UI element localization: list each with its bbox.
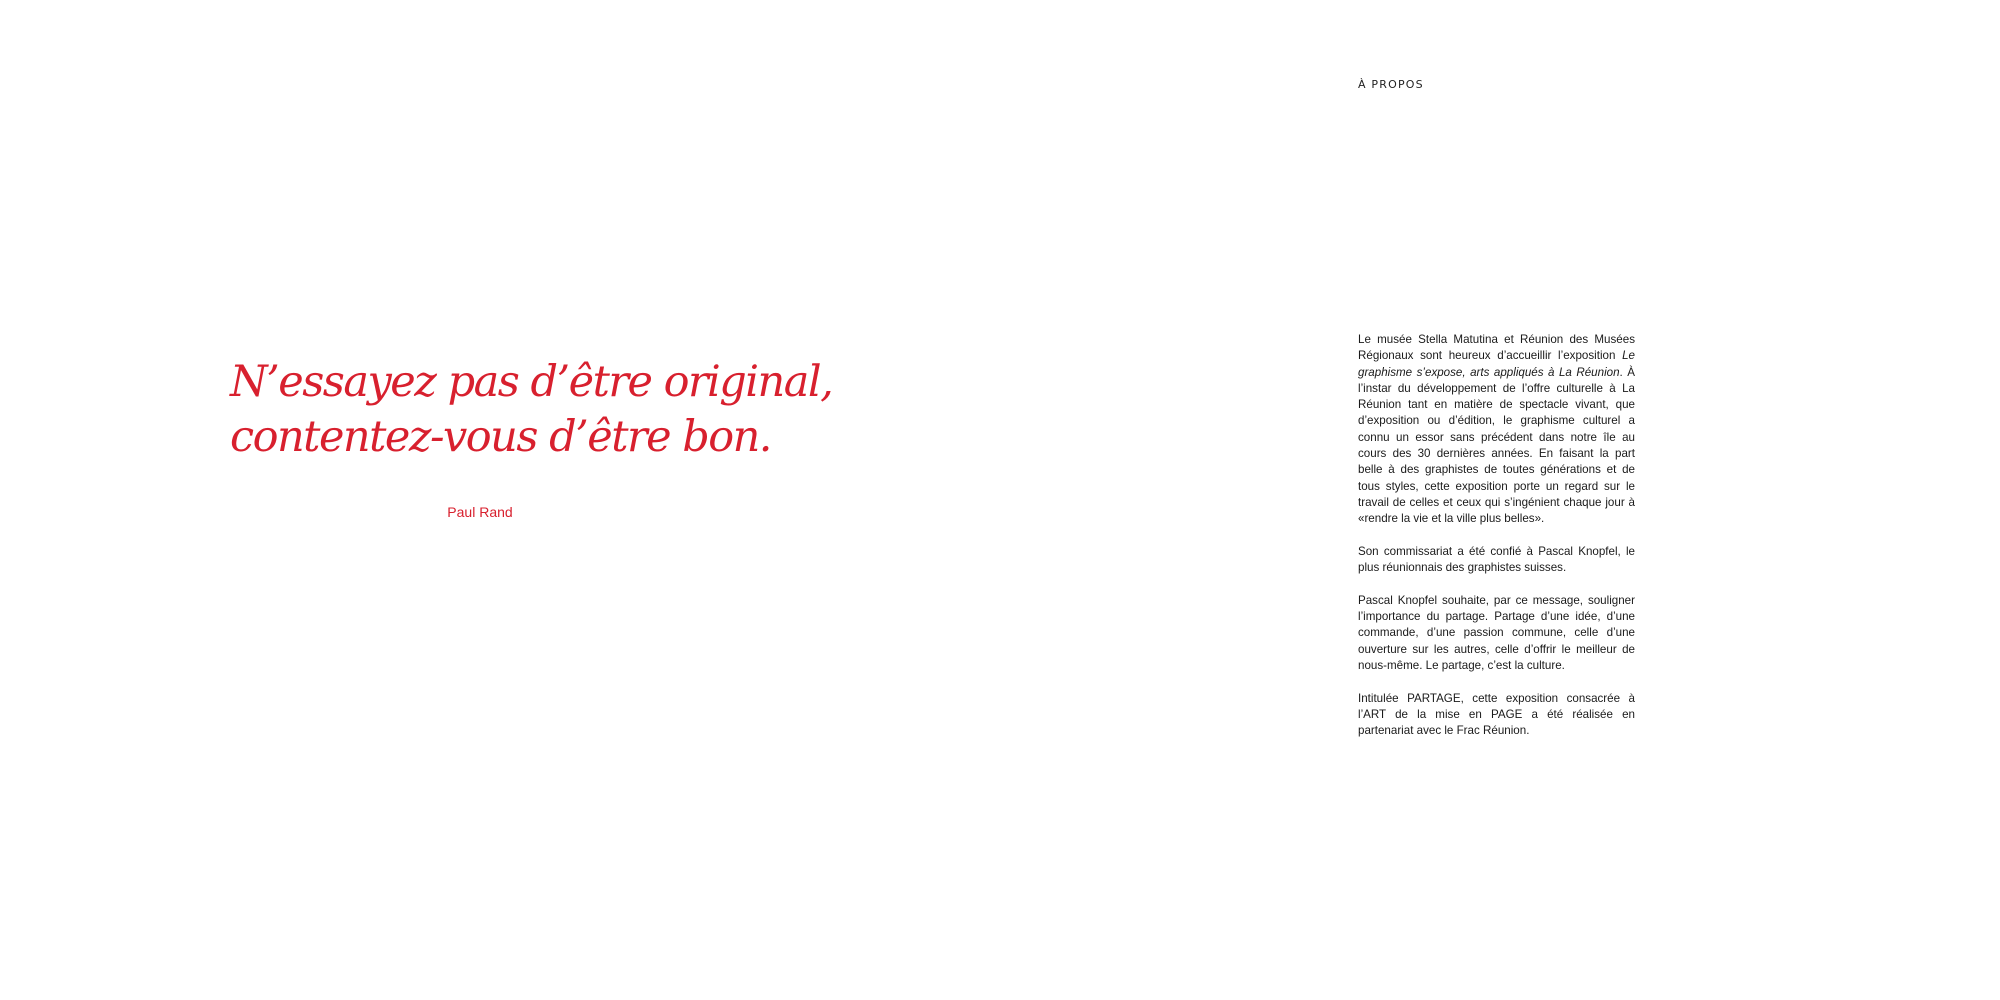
- quote-author: Paul Rand: [447, 504, 513, 520]
- about-paragraph-1-start: Le musée Stella Matutina et Réunion des Musées Régionaux sont heureux d’accueillir l’exposition: [1358, 333, 1635, 363]
- about-paragraph-4: Intitulée PARTAGE, cette exposition consacrée à l’ART de la mise en PAGE a été réalisée en partenariat avec le Frac Réunion.: [1358, 691, 1635, 738]
- exhibition-title: Le graphisme s’expose, arts appliqués à La Réunion: [1358, 349, 1635, 379]
- about-paragraph-1-end: . À l’instar du développement de l’offre culturelle à La Réunion tant en matière de spectacle vivant, que d’exposition ou d’édition, le graphisme culturel a connu un essor sans précédent dans notre île au cours des 30 dernières années. En faisant la part belle à des graphistes de toutes générations et de tous styles, cette exposition porte un regard sur le travail de celles et ceux qui s’ingénient chaque jour à «rendre la vie et la ville plus belles».: [1358, 365, 1635, 526]
- quote-line-2: contentez-vous d’être bon.: [230, 412, 771, 462]
- about-text: [1358, 332, 1635, 756]
- about-paragraph-2: Son commissariat a été confié à Pascal Knopfel, le plus réunionnais des graphistes suisses.: [1358, 544, 1635, 575]
- section-label-about: À PROPOS: [1358, 78, 1424, 91]
- about-paragraph-3: Pascal Knopfel souhaite, par ce message, souligner l’importance du partage. Partage d’une idée, d’une commande, d’une passion commune, celle d’une ouverture sur les autres, celle d’offrir le meilleur de nous-même. Le partage, c’est la culture.: [1358, 593, 1635, 672]
- quote-block: [230, 355, 833, 520]
- about-paragraph-1: [1358, 332, 1635, 528]
- quote-line-1: N’essayez pas d’être original,: [230, 357, 833, 407]
